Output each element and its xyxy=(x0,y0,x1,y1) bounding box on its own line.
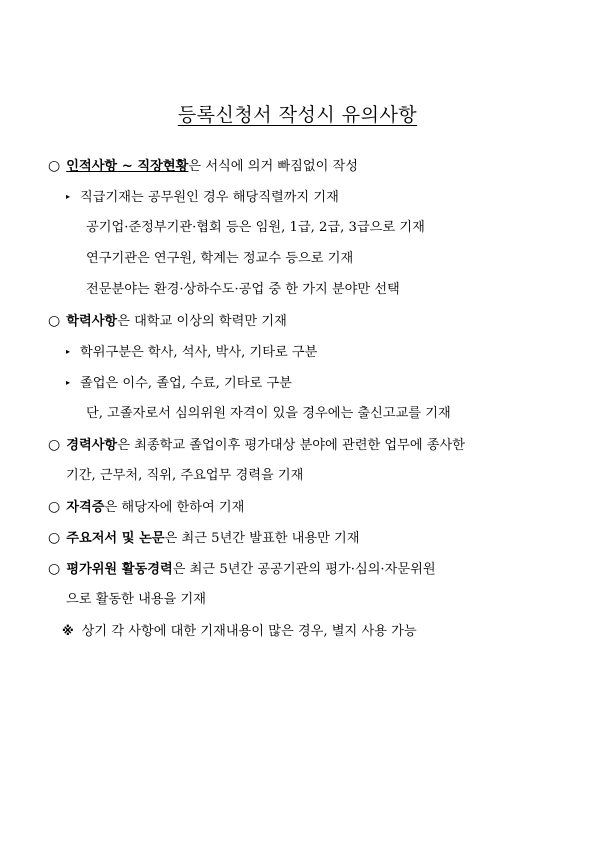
personal-sep: ~ xyxy=(117,159,138,174)
license-text: 은 해당자에 한하여 기재 xyxy=(104,500,245,515)
personal-text: 은 서식에 의거 빠짐없이 작성 xyxy=(188,159,359,174)
circle-bullet-icon: ○ xyxy=(48,158,61,174)
sub-item-graduation xyxy=(66,375,292,392)
triangle-bullet-icon: ▸ xyxy=(66,192,71,201)
item-career xyxy=(48,437,465,454)
reference-mark-icon: ※ xyxy=(62,624,74,638)
rank-continuation-1: 공기업·준정부기관·협회 등은 임원, 1급, 2급, 3급으로 기재 xyxy=(86,220,425,235)
papers-label: 주요저서 및 논문 xyxy=(66,531,165,546)
item-personal xyxy=(48,158,358,175)
circle-bullet-icon: ○ xyxy=(48,499,61,515)
activity-continuation: 으로 활동한 내용을 기재 xyxy=(66,592,206,607)
rank-continuation-3: 전문분야는 환경·상하수도·공업 중 한 가지 분야만 선택 xyxy=(86,282,400,297)
circle-bullet-icon: ○ xyxy=(48,530,61,546)
item-papers xyxy=(48,530,360,547)
sub-item-degree xyxy=(66,344,317,361)
education-text: 은 대학교 이상의 학력만 기재 xyxy=(117,314,287,329)
circle-bullet-icon: ○ xyxy=(48,437,61,453)
activity-label: 평가위원 활동경력 xyxy=(66,562,173,577)
triangle-bullet-icon: ▸ xyxy=(66,378,71,387)
sub-item-rank xyxy=(66,189,339,206)
circle-bullet-icon: ○ xyxy=(48,313,61,329)
rank-text: 직급기재는 공무원인 경우 해당직렬까지 기재 xyxy=(80,190,339,205)
note-text: 상기 각 사항에 대한 기재내용이 많은 경우, 별지 사용 가능 xyxy=(81,624,417,639)
item-license xyxy=(48,499,244,516)
career-text: 은 최종학교 졸업이후 평가대상 분야에 관련한 업무에 종사한 xyxy=(117,438,466,453)
career-label: 경력사항 xyxy=(66,438,118,453)
graduation-continuation: 단, 고졸자로서 심의위원 자격이 있을 경우에는 출신고교를 기재 xyxy=(86,406,451,421)
triangle-bullet-icon: ▸ xyxy=(66,347,71,356)
personal-label: 인적사항 xyxy=(66,159,118,174)
item-note xyxy=(62,623,417,640)
activity-text: 은 최근 5년간 공공기관의 평가·심의·자문위원 xyxy=(172,562,436,577)
document-title: 등록신청서 작성시 유의사항 xyxy=(177,104,418,126)
career-continuation: 기간, 근무처, 직위, 주요업무 경력을 기재 xyxy=(66,468,304,483)
item-education xyxy=(48,313,287,330)
education-label: 학력사항 xyxy=(66,314,118,329)
circle-bullet-icon: ○ xyxy=(48,561,61,577)
item-activity xyxy=(48,561,436,578)
graduation-text: 졸업은 이수, 졸업, 수료, 기타로 구분 xyxy=(80,376,292,391)
rank-continuation-2: 연구기관은 연구원, 학계는 정교수 등으로 기재 xyxy=(86,251,354,266)
degree-text: 학위구분은 학사, 석사, 박사, 기타로 구분 xyxy=(80,345,318,360)
papers-text: 은 최근 5년간 발표한 내용만 기재 xyxy=(164,531,360,546)
workplace-label: 직장현황 xyxy=(137,159,189,174)
license-label: 자격증 xyxy=(66,500,105,515)
